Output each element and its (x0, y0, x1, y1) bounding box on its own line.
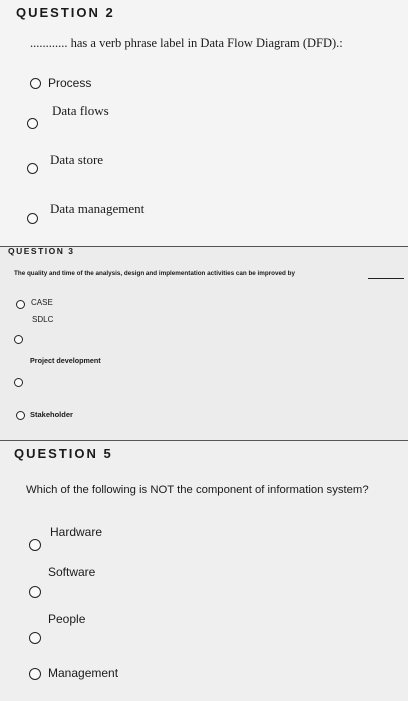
q5-option-people-label: People (48, 612, 86, 626)
q2-option-data-flows-label: Data flows (52, 103, 109, 118)
q3-option-stakeholder-label: Stakeholder (30, 410, 73, 419)
q5-option-software-label: Software (48, 565, 96, 579)
q5-option-people-radio[interactable] (29, 632, 41, 644)
question-3-title: QUESTION 3 (8, 246, 75, 256)
q3-option-sdlc-label: SDLC (32, 315, 54, 324)
question-5-section (0, 440, 408, 701)
question-3-section (0, 246, 408, 441)
question-3-blank-line (368, 278, 404, 279)
q3-option-project-development-radio[interactable] (14, 378, 23, 387)
question-2-title: QUESTION 2 (16, 5, 115, 20)
q2-option-data-store-label: Data store (50, 152, 104, 167)
question-3-prompt: The quality and time of the analysis, design and implementation activities can be improved by (14, 270, 295, 277)
q3-option-sdlc-radio[interactable] (14, 335, 23, 344)
q2-option-data-store-radio[interactable] (27, 163, 38, 174)
question-2-section (0, 0, 408, 246)
q5-option-hardware-label: Hardware (50, 525, 103, 539)
q2-option-data-management-radio[interactable] (27, 213, 38, 224)
q2-option-data-management-label: Data management (50, 201, 145, 216)
question-5-prompt: Which of the following is NOT the component of information system? (26, 484, 369, 496)
question-5-title: QUESTION 5 (14, 446, 113, 461)
q5-option-hardware-radio[interactable] (29, 539, 41, 551)
q5-option-software-radio[interactable] (29, 586, 41, 598)
q2-option-data-flows-radio[interactable] (27, 118, 38, 129)
question-2-prompt: ............ has a verb phrase label in Data Flow Diagram (DFD).: (30, 36, 343, 50)
q3-option-project-development-label: Project development (30, 356, 101, 365)
q2-option-process-radio[interactable] (30, 78, 41, 89)
q5-option-management-label: Management (48, 666, 119, 680)
q3-option-case-radio[interactable] (16, 300, 25, 309)
q3-option-case-label: CASE (31, 298, 53, 307)
q3-option-stakeholder-radio[interactable] (16, 411, 25, 420)
q2-option-process-label: Process (48, 76, 92, 90)
q5-option-management-radio[interactable] (29, 668, 41, 680)
